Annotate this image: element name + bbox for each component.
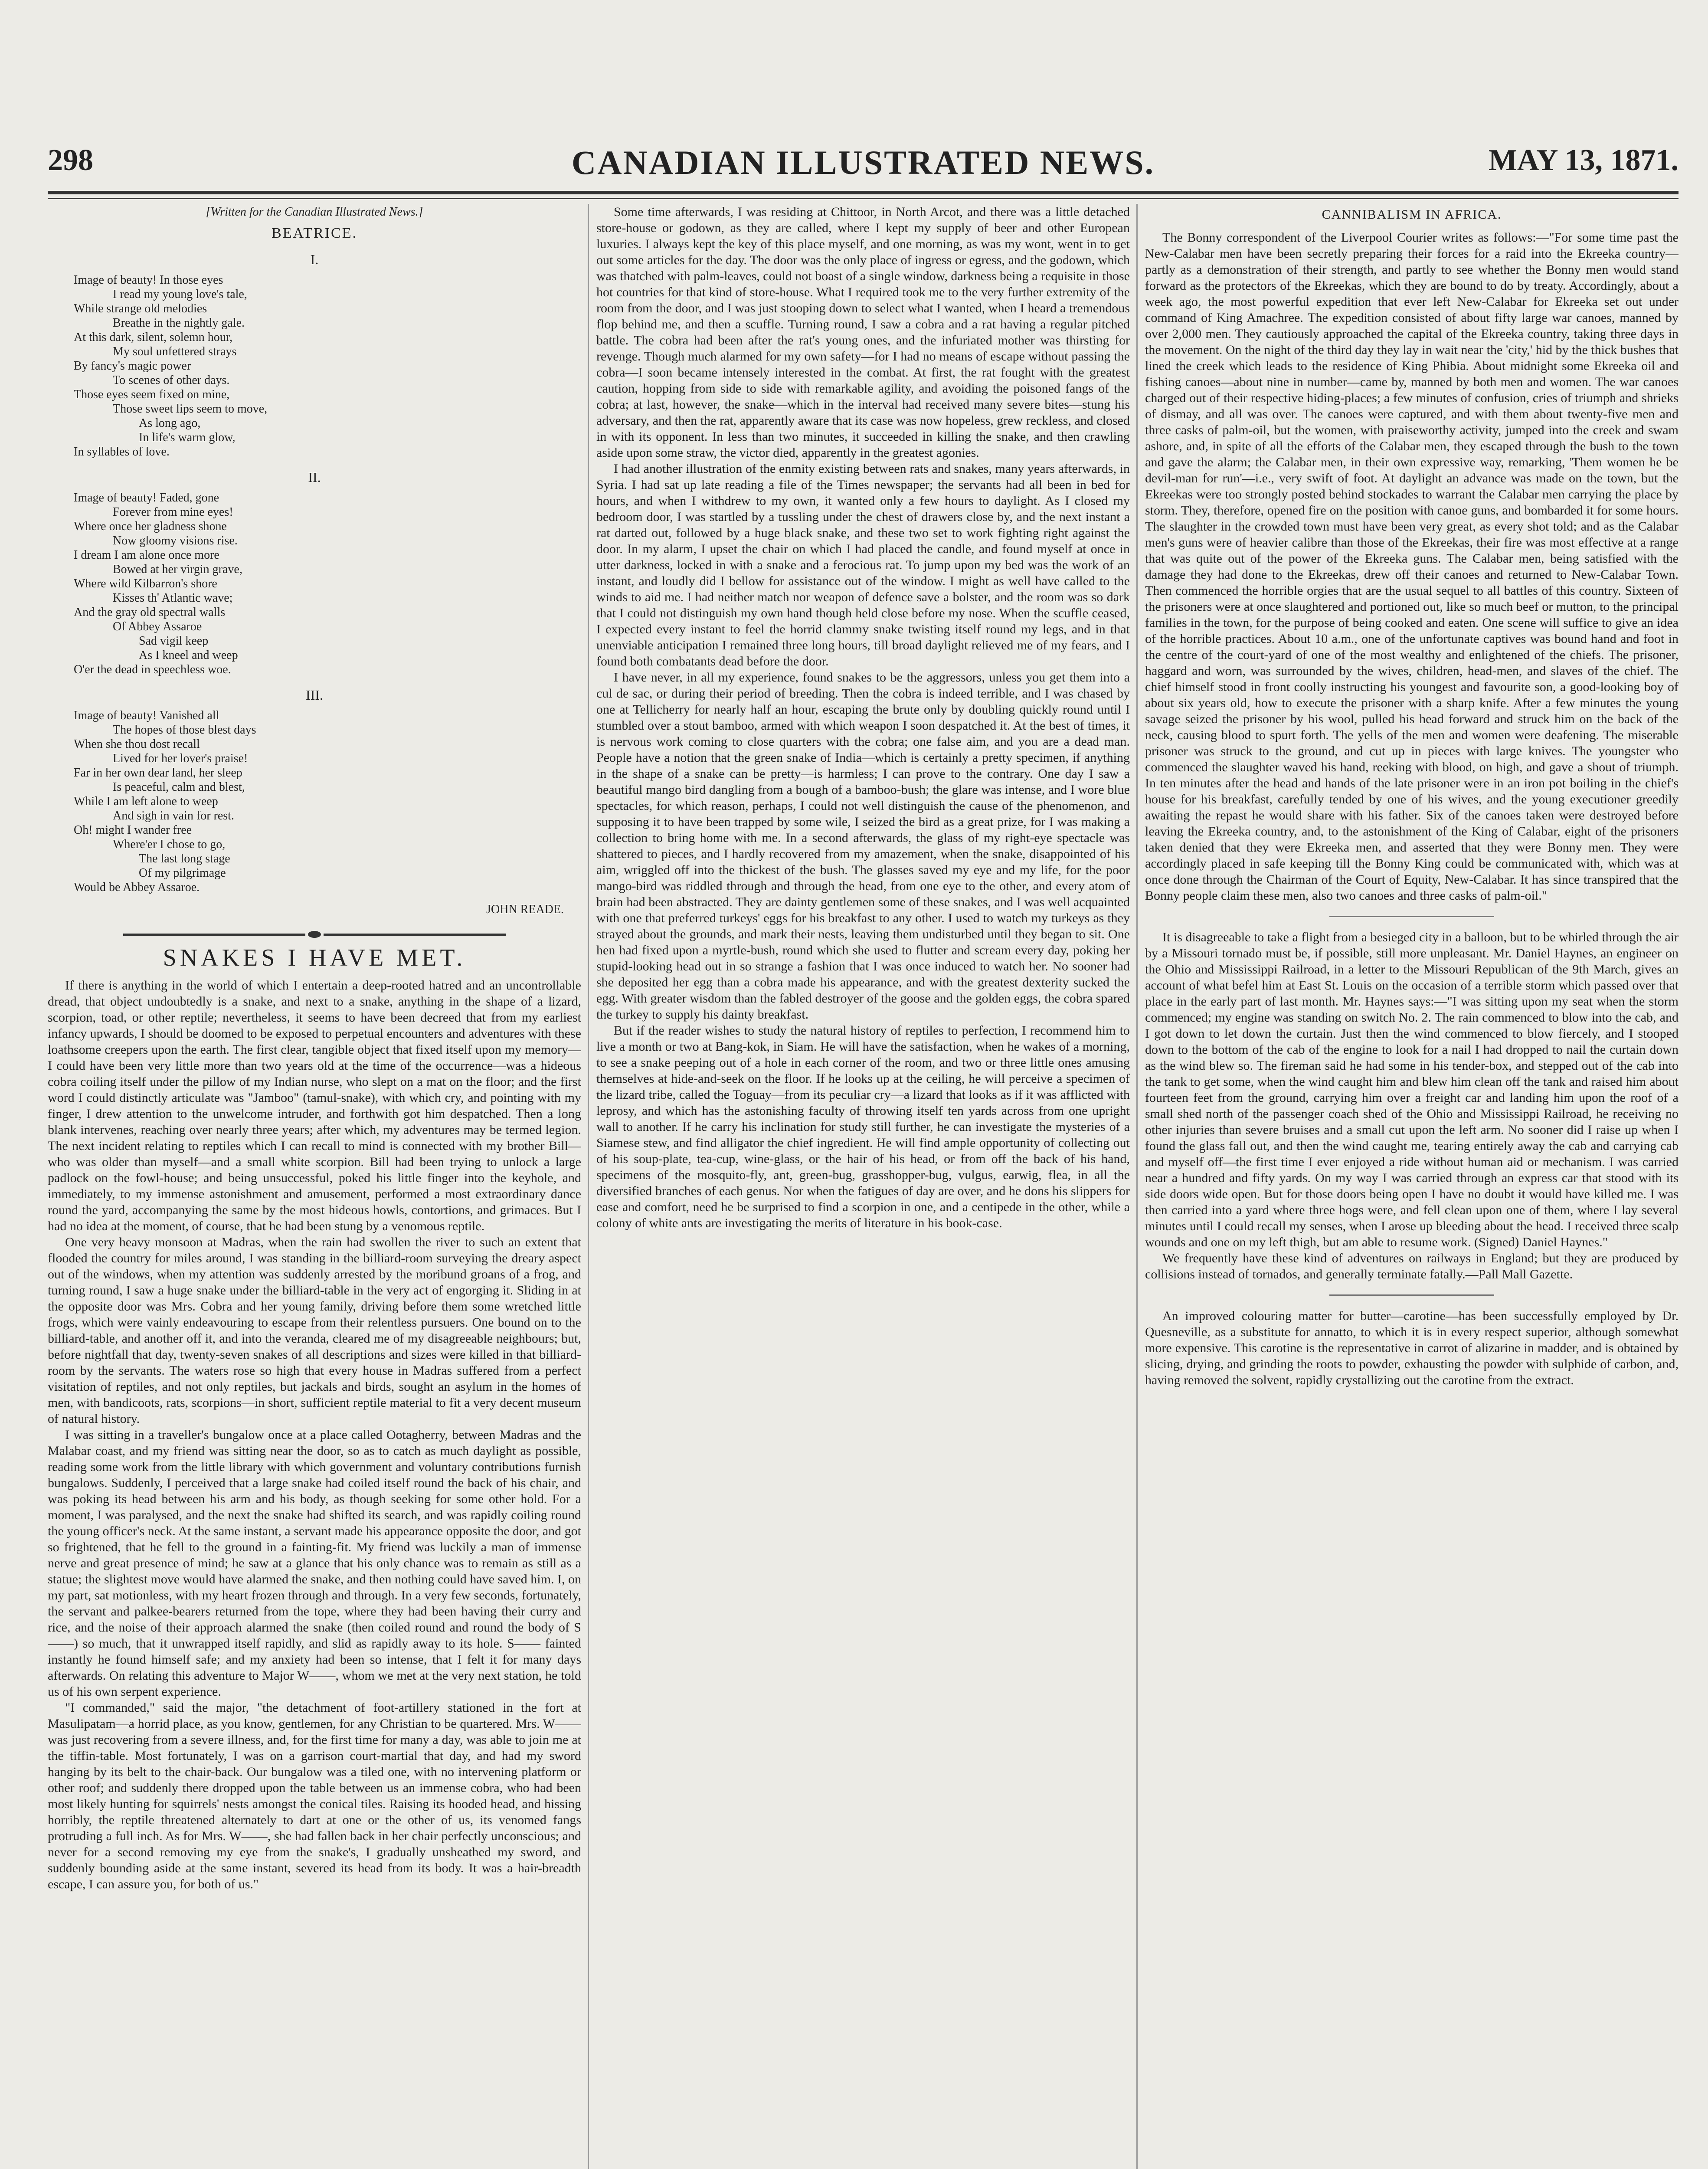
poem-line: In life's warm glow, [139, 431, 236, 444]
column-2 [596, 204, 1130, 2169]
poem-line: As I kneel and weep [139, 649, 238, 662]
poem-line: Forever from mine eyes! [113, 505, 233, 519]
masthead-rule [48, 191, 1679, 194]
poem-stanza [74, 273, 581, 459]
poem-line: And sigh in vain for rest. [113, 809, 234, 822]
column-3 [1145, 204, 1679, 2169]
poem-line: As long ago, [139, 416, 201, 430]
poem-line: Image of beauty! Vanished all [74, 709, 219, 722]
masthead-rule-thin [48, 198, 1679, 199]
article-paragraph: But if the reader wishes to study the natural history of reptiles to perfection, I recommend him to live a month or two at Bang-kok, in Siam. He will have the satisfaction, when he wakes of a morning, to see a snake peeping out of a hole in each corner of the room, and two or three little ones amusing themselves at hide-and-seek on the floor. If he looks up at the ceiling, he will perceive a specimen of the lizard tribe, called the Toguay—from its peculiar cry—a lizard that looks as if it was afflicted with leprosy, and which has the astonishing faculty of throwing itself ten yards across from one upright wall to another. If he carry his inclination for study still further, he can investigate the mysteries of a Siamese stew, and find alligator the chief ingredient. He will find ample opportunity of collecting out of his soup-plate, tea-cup, wine-glass, or the hair of his head, or from off the back of his hand, specimens of the mosquito-fly, ant, green-bug, grasshopper-bug, vulgus, earwig, flea, in all the diversified branches of each genus. Nor when the fatigues of day are over, and he dons his slippers for ease and comfort, need he be surprised to find a scorpion in one, and a centipede in the other, while a colony of white ants are investigating the merits of literature in his book-case. [596, 1023, 1130, 1230]
poem-line: I dream I am alone once more [74, 548, 219, 562]
issue-date: MAY 13, 1871. [1488, 144, 1679, 177]
poem-line: Far in her own dear land, her sleep [74, 766, 242, 780]
poem-line: Would be Abbey Assaroe. [74, 881, 200, 894]
poem-line: In syllables of love. [74, 445, 170, 459]
poem-line: Lived for her lover's praise! [113, 752, 248, 765]
poem-line: While strange old melodies [74, 302, 207, 315]
poem-line: Those eyes seem fixed on mine, [74, 388, 230, 401]
poem-signature: JOHN READE. [486, 903, 564, 916]
poem-line: Kisses th' Atlantic wave; [113, 591, 233, 605]
poem-line: Of my pilgrimage [139, 866, 226, 880]
poem-stanza [74, 491, 581, 677]
article-paragraph: I have never, in all my experience, found snakes to be the aggressors, unless you get them into a cul de sac, or during their period of breeding. Then the cobra is indeed terrible, and I was chased by one at Tellicherry for nearly half an hour, escaping the brute only by doubling quickly round until I stumbled over a stout bamboo, armed with which weapon I soon despatched it. At the best of times, it is nervous work coming to close quarters with the cobra; one false aim, and you are a dead man. People have a notion that the green snake of India—which is certainly a pretty specimen, if anything in the shape of a snake can be pretty—is harmless; I can prove to the contrary. One day I saw a beautiful mango bird dangling from a bough of a bamboo-bush; the glare was intense, and I wore blue spectacles, for which reason, perhaps, I could not well distinguish the cause of the phenomenon, and supposing it to have been trapped by some wile, I seized the bird as a great prize, for I was making a collection to bring home with me. In a second afterwards, the glass of my right-eye spectacle was shattered to pieces, and I hardly recovered from my amazement, when the snake, disappointed of his aim, wriggled off into the thickest of the bush. The glasses saved my eye and my life, for the poor mango-bird was riddled through and through the head, from one eye to the other, and every atom of brain had been abstracted. They are dainty gentlemen some of these snakes, and I was well acquainted with one that preferred turkeys' eggs for his breakfast to any other. I used to watch my turkeys as they strayed about the grounds, and mark their nests, leaving them undisturbed until they began to sit. One hen had fixed upon a myrtle-bush, round which she used to flutter and scream every day, poking her stupid-looking head out in so strange a fashion that I was once induced to watch her. No sooner had she deposited her egg than a cobra made his appearance, and with the greatest dexterity sucked the egg. With greater wisdom than the fabled destroyer of the goose and the golden eggs, the cobra spared the turkey to supply his dainty breakfast. [596, 670, 1130, 1022]
poem-line: The hopes of those blest days [113, 723, 256, 737]
article-separator [1329, 916, 1494, 917]
poem-credit: [Written for the Canadian Illustrated News.] [206, 205, 423, 219]
poem-line: Of Abbey Assaroe [113, 620, 202, 633]
poem-line: My soul unfettered strays [113, 345, 237, 358]
poem-line: And the gray old spectral walls [74, 606, 226, 619]
article-paragraph: If there is anything in the world of which I entertain a deep-rooted hatred and an uncontrollable dread, that object undoubtedly is a snake, and next to a snake, anything in the shape of a lizard, scorpion, toad, or other reptile; nevertheless, it seems to have been decreed that from my earliest infancy upwards, I should be doomed to be exposed to perpetual encounters and adventures with these loathsome creepers upon the earth. The first clear, tangible object that fixed itself upon my memory—I could have been very little more than two years old at the time of the occurrence—was a hideous cobra coiling itself under the pillow of my Indian nurse, who slept on a mat on the floor; and the first word I could distinctly articulate was "Jamboo" (tamul-snake), with which cry, and pointing with my finger, I drew attention to the unwelcome intruder, and forthwith got him despatched. Then a long blank intervenes, reaching over nearly three years; after which, my adventures may be termed legion. The next incident relating to reptiles which I can recall to mind is connected with my brother Bill—who was older than myself—and a small white scorpion. Bill had been trying to unlock a large padlock on the fowl-house; and being unsuccessful, poked his little finger into the keyhole, and immediately, to my immense astonishment and amusement, performed a most extraordinary dance round the yard, accompanying the same by the most hideous howls, contortions, and grimaces. But I had no idea at the moment, of course, that he had been stung by a venomous reptile. [48, 978, 581, 1233]
article-paragraph: One very heavy monsoon at Madras, when the rain had swollen the river to such an extent that flooded the country for miles around, I was standing in the billiard-room surveying the dreary aspect out of the windows, when my attention was suddenly arrested by the moribund groans of a frog, and turning round, I saw a huge snake under the billiard-table in the very act of engorging it. Sliding in at the opposite door was Mrs. Cobra and her young family, driving before them some wretched little frogs, which were vainly endeavouring to escape from their relentless pursuers. One bound on to the billiard-table, and another off it, and into the veranda, cleared me of my disagreeable neighbours; but, before nightfall that day, twenty-seven snakes of all descriptions and sizes were killed in that billiard-room by the servants. The waters rose so high that every house in Madras suffered from a perfect visitation of reptiles, and not only reptiles, but jackals and birds, sought an asylum in the homes of men, with bandicoots, rats, scorpions—in short, sufficient reptile material to fit a very decent museum of natural history. [48, 1235, 581, 1426]
poem-line: Breathe in the nightly gale. [113, 316, 245, 330]
poem-line: Image of beauty! Faded, gone [74, 491, 219, 505]
poem-line: The last long stage [139, 852, 230, 865]
article-paragraph: The Bonny correspondent of the Liverpool Courier writes as follows:—"For some time past the New-Calabar men have been secretly preparing their forces for a raid into the Ekreeka country—partly as a demonstration of their strength, and partly to see whether the Bonny men would stand forward as the protectors of the Ekreekas, which they are bound to do by treaty. Accordingly, about a week ago, the most powerful expedition that ever left New-Calabar for Ekreeka set out under command of King Amachree. The expedition consisted of about fifty large war canoes, manned by over 2,000 men. They cautiously approached the capital of the Ekreeka country, taking three days in the movement. On the night of the third day they lay in wait near the 'city,' hid by the thick bushes that lined the creek which leads to the residence of King Phibia. About midnight some Ekreeka oil and fishing canoes—about nine in number—came by, manned by both men and women. The war canoes charged out of their respective hiding-places; a few minutes of confusion, cries of triumph and shrieks of dismay, and all was over. The canoes were captured, and with them about twenty-five men and three casks of palm-oil, but the women, with praiseworthy activity, jumped into the creek and swam ashore, and, in spite of all the efforts of the Calabar men, they escaped through the bush to the town and gave the alarm; the Calabar men, in their own expressive way, remarking, 'Them women he be devil-man for run'—i.e., very swift of foot. At daylight an advance was made on the town, but the Ekreekas were too strongly posted behind stockades to warrant the Calabar men carrying the place by storm. They, therefore, opened fire on the position with canoe guns, and bombarded it for some hours. The slaughter in the crowded town must have been very great, as every shot told; and as the Calabar men's guns were of heavier calibre than those of the Ekreekas, their fire was most effective at a range that was quite out of the power of the Ekreeka guns. The Calabar men, being satisfied with the damage they had done to the Ekreekas, drew off their canoes and returned to New-Calabar Town. Then commenced the horrible orgies that are the usual sequel to all battles of this country. Sixteen of the prisoners were at once slaughtered and portioned out, like so much beef or mutton, to the principal families in the town, for the purpose of being cooked and eaten. One scene will suffice to give an idea of the horrible practices. About 10 a.m., one of the unfortunate captives was bound hand and foot in the centre of the court-yard of one of the most wealthy and enlightened of the chiefs. The prisoner, haggard and worn, was surrounded by the wives, children, head-men, and slaves of the chief. The chief himself stood in front coolly instructing his youngest and favourite son, a good-looking boy of about six years old, how to execute the prisoner with a sharp knife. After a few minutes the young savage seized the prisoner by his wool, pulled his head forward and struck him on the back of the neck, causing blood to spurt forth. The yells of the men and women were deafening. The miserable prisoner was struck to the ground, and cut up in pieces with large knives. The youngster who commenced the slaughter waved his hand, reeking with blood, on high, and gave a shout of triumph. In ten minutes after the head and hands of the late prisoner were in an iron pot boiling in the chief's house for his breakfast, carefully tended by one of his wives, and the young executioner greedily awaiting the repast he would share with his father. Six of the canoes taken were destroyed before leaving the Ekreeka country, and, to the astonishment of the King of Calabar, eight of the prisoners taken denied that they were Ekreeka men, and asserted that they were Bonny men. They were accordingly placed in safe keeping till the Bonny King could be communicated with, which was at once done through the Chairman of the Court of Equity, New-Calabar. It has since transpired that the Bonny people claim these men, also two canoes and three casks of palm-oil." [1145, 230, 1679, 903]
article-headline: CANNIBALISM IN AFRICA. [1322, 207, 1502, 222]
poem-line: Now gloomy visions rise. [113, 534, 238, 547]
poem-line: By fancy's magic power [74, 359, 191, 373]
article-separator [1329, 1294, 1494, 1296]
poem-line: Is peaceful, calm and blest, [113, 780, 245, 794]
poem-line: Where wild Kilbarron's shore [74, 577, 217, 590]
article-paragraph: An improved colouring matter for butter—carotine—has been successfully employed by Dr. Quesneville, as a substitute for annatto, to which it is in every respect superior, although somewhat more expensive. This carotine is the representative in carrot of alizarine in madder, and is obtained by slicing, drying, and grinding the roots to powder, exhausting the powder with sulphide of carbon, and, having removed the solvent, rapidly crystallizing out the carotine from the extract. [1145, 1309, 1679, 1387]
page-number: 298 [48, 144, 93, 177]
masthead [48, 139, 1679, 187]
poem-line: Image of beauty! In those eyes [74, 273, 223, 287]
poem-line: Where'er I chose to go, [113, 838, 226, 851]
column-divider [588, 204, 589, 2169]
poem-line: While I am left alone to weep [74, 795, 218, 808]
poem-line: Oh! might I wander free [74, 823, 192, 837]
poem-title: BEATRICE. [272, 225, 357, 241]
article-paragraph: We frequently have these kind of adventures on railways in England; but they are produced by collisions instead of tornados, and generally terminate fatally.—Pall Mall Gazette. [1145, 1251, 1679, 1281]
article-headline: SNAKES I HAVE MET. [163, 944, 466, 971]
article-paragraph: I had another illustration of the enmity existing between rats and snakes, many years afterwards, in Syria. I had sat up late reading a file of the Times newspaper; the servants had all been in bed for hours, and when I withdrew to my own, it wanted only a few hours to daylight. As I closed my bedroom door, I was startled by a tussling under the chest of drawers close by, and the next instant a rat darted out, followed by a huge black snake, and these two set to work fighting right against the door. In my alarm, I upset the chair on which I had placed the candle, and found myself at once in utter darkness, locked in with a snake and a ferocious rat. To jump upon my bed was the work of an instant, and loudly did I bellow for assistance out of the window. I might as well have called to the winds to aid me. I had neither match nor weapon of defence save a bolster, and the room was so dark that I could not distinguish my own hand though held close before my nose. When the scuffle ceased, I expected every instant to feel the horrid clammy snake twisting itself round my legs, and in that unenviable anticipation I remained three long hours, till broad daylight relieved me of my fears, and I found both combatants dead before the door. [596, 462, 1130, 668]
poem-line: At this dark, silent, solemn hour, [74, 331, 232, 344]
poem-line: Those sweet lips seem to move, [113, 402, 268, 416]
poem-part-numeral: I. [310, 252, 319, 267]
article-paragraph: Some time afterwards, I was residing at Chittoor, in North Arcot, and there was a little detached store-house or godown, as they are called, where I kept my supply of beer and other European luxuries. I always kept the key of this place myself, and one morning, as was my wont, went in to get out some articles for the day. The door was the only place of ingress or egress, and the godown, which was thatched with palm-leaves, could not boast of a single window, darkness being a requisite in those hot countries for that kind of store-house. What I required took me to the very further extremity of the room from the door, and I was just stooping down to select what I wanted, when I heard a tremendous flop behind me, and then a scuffle. Turning round, I saw a cobra and a rat having a regular pitched battle. The cobra had been after the rat's young ones, and the infuriated mother was thirsting for revenge. Though much alarmed for my own safety—for I had no means of escape without passing the cobra—I soon became intensely interested in the combat. At first, the rat fought with the greatest caution, hopping from side to side with remarkable agility, and avoiding the poisoned fangs of the cobra; at last, however, the snake—which in the interval had received many severe bites—stung his adversary, and then the rat, apparently aware that its case was now hopeless, grew reckless, and closed in with its opponent. In less than two minutes, it succeeded in killing the snake, and then crawling aside upon some straw, the victor died, apparently in the greatest agonies. [596, 205, 1130, 460]
column-1 [48, 204, 581, 2169]
poem-part-numeral: II. [308, 469, 321, 485]
poem-line: Sad vigil keep [139, 634, 209, 648]
article-paragraph: I was sitting in a traveller's bungalow once at a place called Ootagherry, between Madras and the Malabar coast, and my friend was sitting near the door, so as to catch as much daylight as possible, reading some work from the little library with which government and voluntary contributions furnish bungalows. Suddenly, I perceived that a large snake had coiled itself round the back of his chair, and was poking its head between his arm and his body, as though seeking for some other hold. For a moment, I was paralysed, and the next the snake had shifted its search, and was rapidly coiling round the young officer's neck. At the same instant, a servant made his appearance opposite the door, and got so frightened, that he fell to the ground in a fainting-fit. My friend was luckily a man of immense nerve and great presence of mind; he saw at a glance that his only chance was to remain as still as a statue; the slightest move would have alarmed the snake, and then nothing could have saved him. I, on my part, sat motionless, with my heart frozen through and through. In a very few seconds, fortunately, the servant and palkee-bearers returned from the tope, where they had been having their curry and rice, and the noise of their approach alarmed the snake (then coiled round and round the body of S——) so much, that it unwrapped itself rapidly, and slid as rapidly away to its hole. S—— fainted instantly he found himself safe; and my anxiety had been so intense, that I felt it for many days afterwards. On relating this adventure to Major W——, whom we met at the very next station, he told us of his own serpent experience. [48, 1428, 581, 1699]
newspaper-title: CANADIAN ILLUSTRATED NEWS. [571, 144, 1155, 181]
poem-line: To scenes of other days. [113, 374, 230, 387]
poem-line: When she thou dost recall [74, 737, 200, 751]
article-paragraph: "I commanded," said the major, "the detachment of foot-artillery stationed in the fort at Masulipatam—a horrid place, as you know, gentlemen, for any Christian to be quartered. Mrs. W—— was just recovering from a severe illness, and, for the first time for many a day, was able to join me at the tiffin-table. Most fortunately, I was on a garrison court-martial that day, and had my sword hanging by its belt to the chair-back. Our bungalow was a tiled one, with no intervening platform or other roof; and suddenly there dropped upon the table between us an immense cobra, who had been most likely hunting for squirrels' nests amongst the conical tiles. Raising its hooded head, and hissing horribly, the reptile threatened alternately to dart at one or the other of us, its venomed fangs protruding a full inch. As for Mrs. W——, she had fallen back in her chair perfectly unconscious; and never for a second removing my eye from the snake's, I gradually unsheathed my sword, and suddenly bounding aside at the same instant, severed its head from its body. It was a hair-breadth escape, I can assure you, for both of us." [48, 1700, 581, 1891]
poem-line: Bowed at her virgin grave, [113, 563, 242, 576]
poem-stanza [74, 708, 581, 894]
article-paragraph: It is disagreeable to take a flight from a besieged city in a balloon, but to be whirled through the air by a Missouri tornado must be, if possible, still more unpleasant. Mr. Daniel Haynes, an engineer on the Ohio and Mississippi Railroad, in a letter to the Missouri Republican of the 9th March, gives an account of what befel him at East St. Louis on the occasion of a terrible storm which passed over that place in the early part of last month. Mr. Haynes says:—"I was sitting upon my seat when the storm commenced; my engine was standing on switch No. 2. The rain commenced to blow into the cab, and I got down to let down the curtain. Just then the wind commenced to blow fiercely, and I stooped down to the bottom of the cab of the engine to look for a nail I had dropped to nail the curtain down as the wind blew so. The fireman said he had some in his tender-box, and stepped out of the cab into the tank to get some, when the wind caught him and blew him clean off the tank and raised him about fourteen feet from the ground, carrying him over a freight car and landing him upon the roof of a small shed north of the passenger coach shed of the Ohio and Mississippi Railroad, he receiving no other injuries than severe bruises and a small cut upon the left arm. No sooner did I raise up when I found the glass fall out, and then the wind caught me, tearing entirely away the cab and carrying cab and myself off—the first time I ever enjoyed a ride without human aid or mechanism. I was carried near a hundred and fifty yards. On my way I was carried through an express car that stood with its side doors wide open. But for those doors being open I have no doubt it would have killed me. I was then carried into a yard where three hogs were, and fell clean upon one of them, where I lay several minutes until I could recall my senses, when I arose up bleeding about the head. I received three scalp wounds and one on my left thigh, but am able to resume work. (Signed) Daniel Haynes." [1145, 930, 1679, 1249]
poem-part-numeral: III. [306, 687, 323, 703]
ornamental-divider [48, 925, 581, 941]
poem-line: I read my young love's tale, [113, 288, 247, 301]
poem-line: O'er the dead in speechless woe. [74, 663, 231, 676]
column-divider [1136, 204, 1138, 2169]
poem-line: Where once her gladness shone [74, 520, 227, 533]
